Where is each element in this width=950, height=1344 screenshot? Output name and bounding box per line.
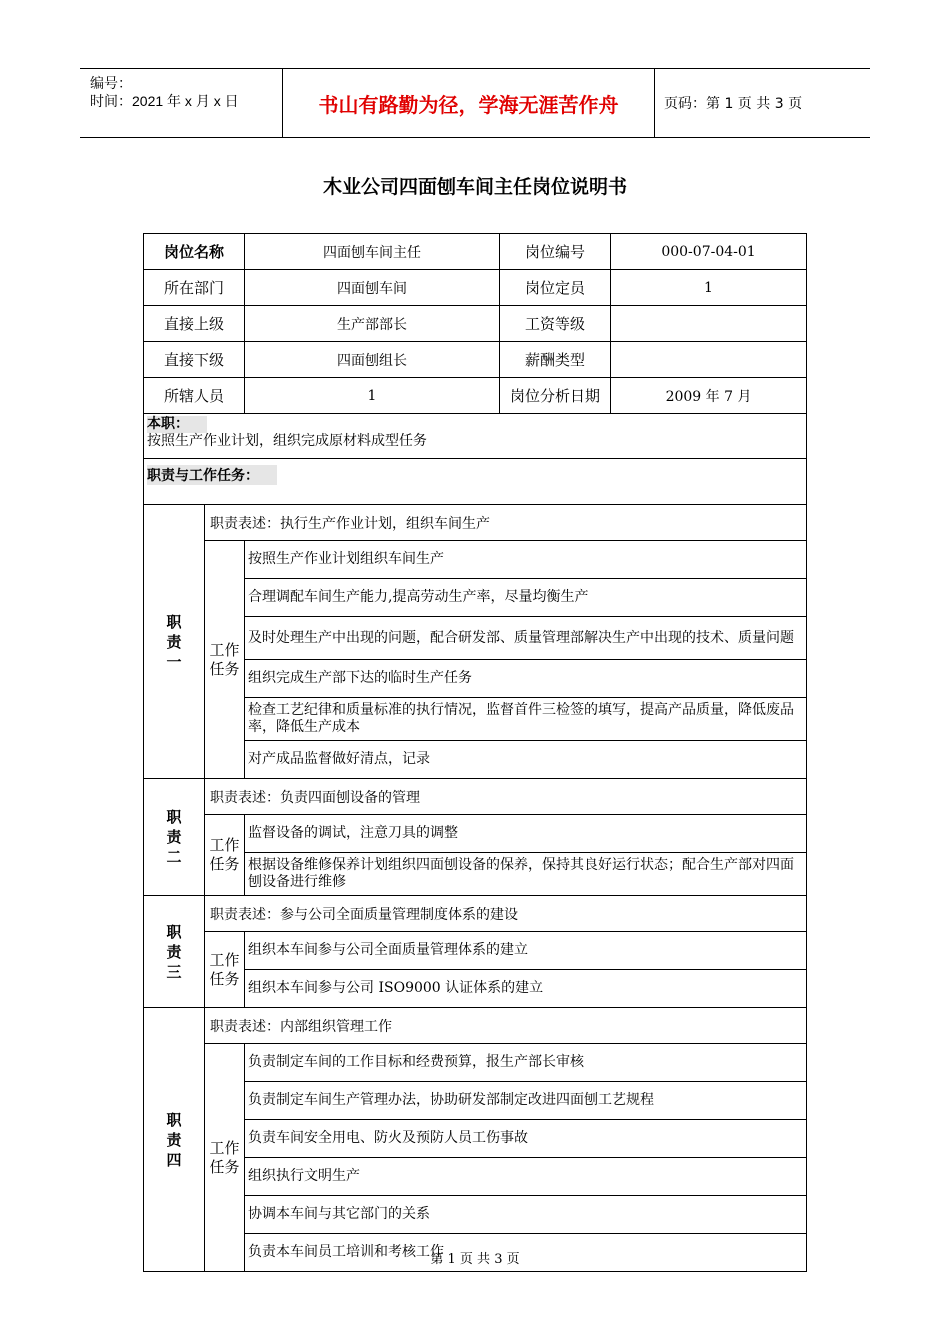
info-value: 2009 年 7 月 <box>611 378 807 414</box>
task-item: 负责本车间员工培训和考核工作 <box>245 1234 807 1272</box>
task-item: 负责制定车间生产管理办法，协助研发部制定改进四面刨工艺规程 <box>245 1082 807 1120</box>
info-label: 岗位定员 <box>500 270 611 306</box>
job-description-table <box>143 233 806 1272</box>
task-item: 组织执行文明生产 <box>245 1158 807 1196</box>
info-value: 000-07-04-01 <box>611 234 807 270</box>
info-label: 岗位名称 <box>144 234 245 270</box>
work-task-label: 工作 任务 <box>205 815 245 896</box>
info-label: 所辖人员 <box>144 378 245 414</box>
number-label: 编号： <box>90 75 132 91</box>
info-section <box>144 234 807 414</box>
task-item: 根据设备维修保养计划组织四面刨设备的保养，保持其良好运行状态；配合生产部对四面刨设备进行维修 <box>245 853 807 896</box>
info-row <box>144 306 807 342</box>
work-task-label: 工作 任务 <box>205 1044 245 1272</box>
duties-heading-row <box>144 459 807 505</box>
task-item: 组织完成生产部下达的临时生产任务 <box>245 660 807 698</box>
duty-label: 职 责 一 <box>144 505 205 779</box>
info-label: 所在部门 <box>144 270 245 306</box>
duty-section <box>144 779 807 896</box>
info-value <box>611 342 807 378</box>
benzhi-heading: 本职： <box>147 416 207 433</box>
work-task-label: 工作 任务 <box>205 932 245 1008</box>
info-label: 工资等级 <box>500 306 611 342</box>
header-meta <box>80 69 282 137</box>
work-task-label: 工作 任务 <box>205 541 245 779</box>
benzhi-text: 按照生产作业计划，组织完成原材料成型任务 <box>147 433 427 449</box>
duty-description: 职责表述：负责四面刨设备的管理 <box>205 779 807 815</box>
duty-label: 职 责 二 <box>144 779 205 896</box>
duties-heading-cell <box>144 459 807 505</box>
task-item: 负责制定车间的工作目标和经费预算，报生产部长审核 <box>245 1044 807 1082</box>
duty-description: 职责表述：参与公司全面质量管理制度体系的建设 <box>205 896 807 932</box>
duty-section <box>144 896 807 1008</box>
document-header <box>80 68 870 138</box>
benzhi-cell <box>144 414 807 459</box>
benzhi-row <box>144 414 807 459</box>
info-value: 四面刨车间主任 <box>245 234 500 270</box>
task-item: 组织本车间参与公司全面质量管理体系的建立 <box>245 932 807 970</box>
document-title: 木业公司四面刨车间主任岗位说明书 <box>322 176 627 198</box>
duty-description: 职责表述：执行生产作业计划，组织车间生产 <box>205 505 807 541</box>
info-row <box>144 234 807 270</box>
info-label: 岗位编号 <box>500 234 611 270</box>
task-item: 监督设备的调试，注意刀具的调整 <box>245 815 807 853</box>
info-row <box>144 378 807 414</box>
task-item: 检查工艺纪律和质量标准的执行情况，监督首件三检签的填写，提高产品质量，降低废品率，降低生产成本 <box>245 698 807 741</box>
info-value: 四面刨车间 <box>245 270 500 306</box>
info-label: 直接上级 <box>144 306 245 342</box>
info-value: 四面刨组长 <box>245 342 500 378</box>
time-label: 时间：2021 年 x 月 x 日 <box>90 93 239 109</box>
info-label: 薪酬类型 <box>500 342 611 378</box>
info-value: 生产部部长 <box>245 306 500 342</box>
header-page-number: 页码：第 1 页 共 3 页 <box>664 96 803 112</box>
info-value: 1 <box>245 378 500 414</box>
info-label: 岗位分析日期 <box>500 378 611 414</box>
task-item: 组织本车间参与公司 ISO9000 认证体系的建立 <box>245 970 807 1008</box>
info-value <box>611 306 807 342</box>
task-item: 对产成品监督做好清点，记录 <box>245 741 807 779</box>
task-item: 合理调配车间生产能力,提高劳动生产率，尽量均衡生产 <box>245 579 807 617</box>
header-motto: 书山有路勤为径，学海无涯苦作舟 <box>282 69 655 137</box>
duty-section <box>144 505 807 779</box>
task-item: 及时处理生产中出现的问题，配合研发部、质量管理部解决生产中出现的技术、质量问题 <box>245 617 807 660</box>
task-item: 按照生产作业计划组织车间生产 <box>245 541 807 579</box>
duty-label: 职 责 三 <box>144 896 205 1008</box>
info-row <box>144 270 807 306</box>
duty-section <box>144 1008 807 1272</box>
task-item: 负责车间安全用电、防火及预防人员工伤事故 <box>245 1120 807 1158</box>
duty-description: 职责表述：内部组织管理工作 <box>205 1008 807 1044</box>
task-item: 协调本车间与其它部门的关系 <box>245 1196 807 1234</box>
info-row <box>144 342 807 378</box>
page-footer: 第 1 页 共 3 页 <box>430 1252 520 1267</box>
duty-label: 职 责 四 <box>144 1008 205 1272</box>
duties-heading: 职责与工作任务： <box>147 465 277 485</box>
info-value: 1 <box>611 270 807 306</box>
info-label: 直接下级 <box>144 342 245 378</box>
